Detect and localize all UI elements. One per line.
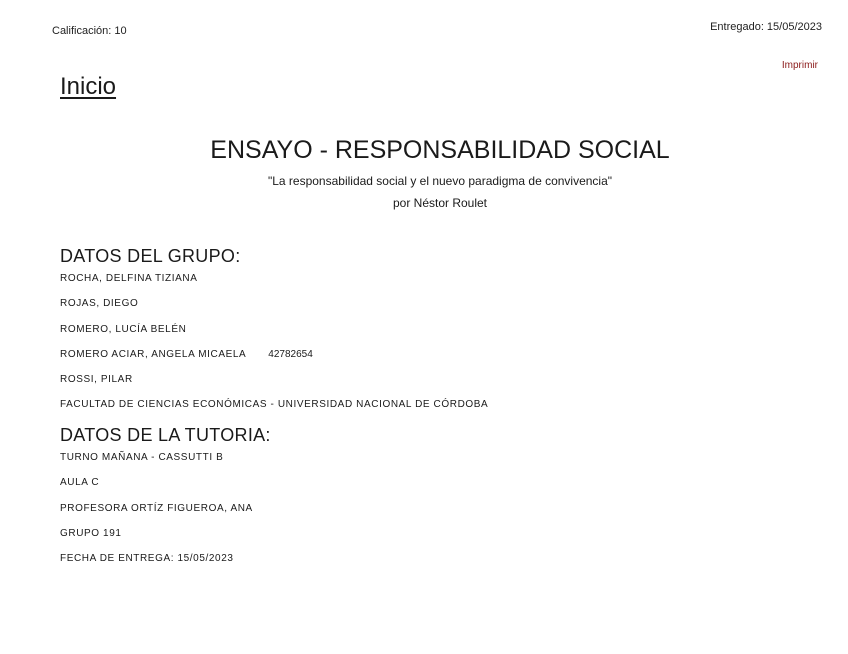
faculty-line: FACULTAD DE CIENCIAS ECONÓMICAS - UNIVERSIDAD NACIONAL DE CÓRDOBA <box>60 399 489 411</box>
group-section <box>60 245 488 425</box>
group-member <box>60 298 488 323</box>
group-member <box>60 374 488 399</box>
tutoring-item: GRUPO 191 <box>60 527 122 539</box>
tutoring-item: FECHA DE ENTREGA: 15/05/2023 <box>60 553 234 565</box>
tutoring-heading: DATOS DE LA TUTORIA: <box>60 425 271 445</box>
tutoring-item: AULA C <box>60 477 100 489</box>
document-subtitle: "La responsabilidad social y el nuevo paradigma de convivencia" <box>267 174 613 188</box>
tutoring-item: PROFESORA ORTÍZ FIGUEROA, ANA <box>60 502 253 514</box>
member-name: ROMERO ACIAR, ANGELA MICAELA <box>60 348 247 360</box>
member-name: ROJAS, DIEGO <box>60 298 139 310</box>
print-link[interactable]: Imprimir <box>781 60 818 71</box>
home-link[interactable]: Inicio <box>60 73 117 100</box>
tutoring-item: TURNO MAÑANA - CASSUTTI B <box>60 452 224 463</box>
group-heading: DATOS DEL GRUPO: <box>60 246 241 266</box>
group-member <box>60 324 488 349</box>
member-dni: 42782654 <box>268 348 313 360</box>
group-member <box>60 273 488 298</box>
grade-label: Calificación: 10 <box>52 25 127 37</box>
group-member <box>60 349 488 374</box>
document-title: ENSAYO - RESPONSABILIDAD SOCIAL <box>210 136 670 164</box>
tutoring-list <box>60 452 271 578</box>
member-name: ROMERO, LUCÍA BELÉN <box>60 323 187 335</box>
member-name: ROCHA, DELFINA TIZIANA <box>60 273 198 284</box>
document-author: por Néstor Roulet <box>392 196 488 210</box>
member-name: ROSSI, PILAR <box>60 374 133 386</box>
tutoring-section <box>60 424 271 578</box>
group-member-list <box>60 273 488 425</box>
delivered-date: Entregado: 15/05/2023 <box>710 21 822 33</box>
title-block <box>0 134 848 211</box>
